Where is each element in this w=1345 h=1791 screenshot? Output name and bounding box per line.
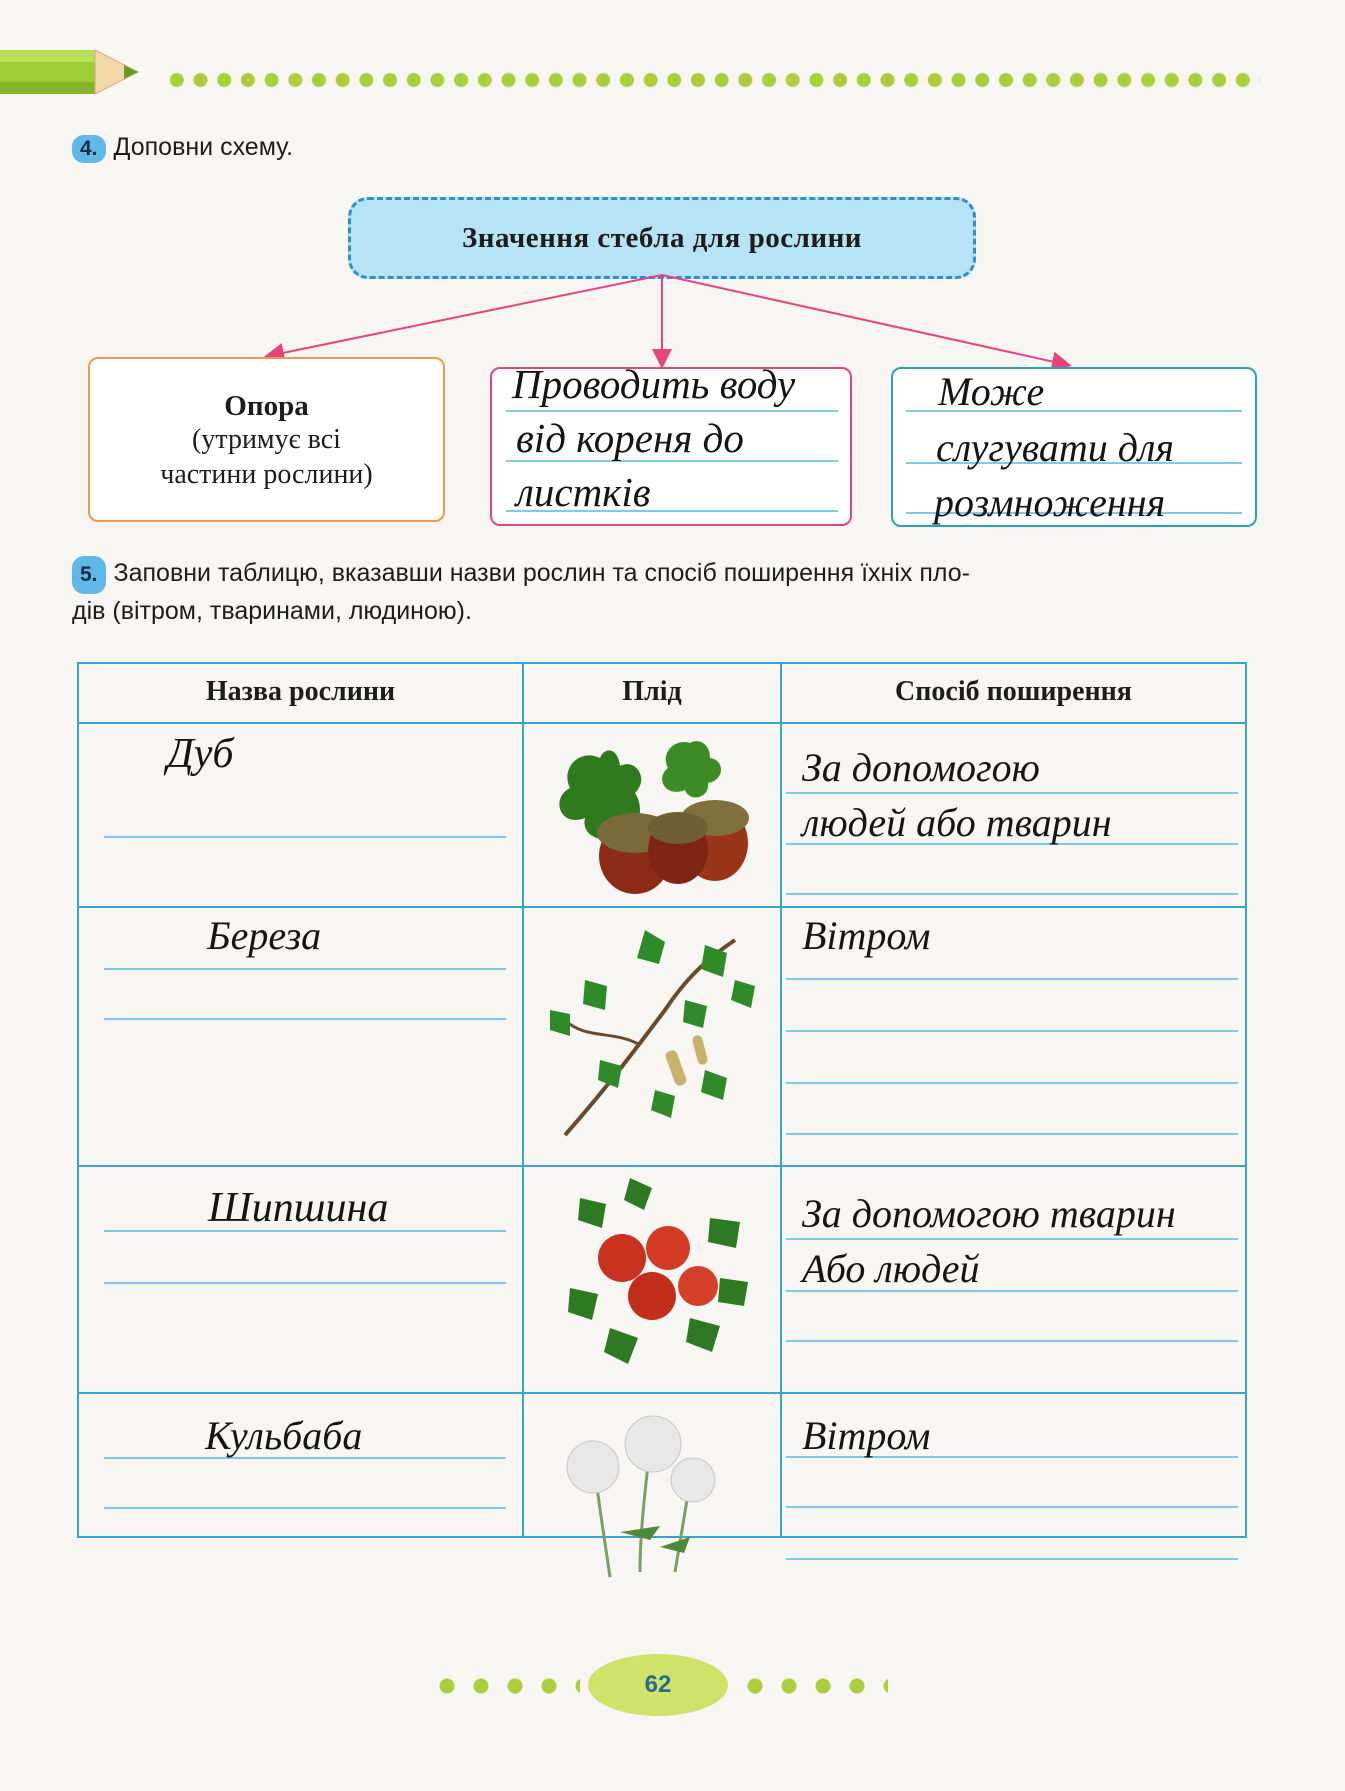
task-number: 4.: [72, 135, 106, 163]
task-number: 5.: [72, 556, 106, 594]
writing-guide-line: [786, 1238, 1238, 1240]
water-line-3: листків: [516, 469, 651, 515]
task-instruction-line-2: дів (вітром, тваринами, людиною).: [72, 597, 472, 625]
header-fruit: Плід: [622, 676, 682, 707]
scheme-title-box: [348, 197, 976, 279]
writing-guide-line: [786, 1082, 1238, 1084]
writing-guide-line: [786, 1506, 1238, 1508]
reproduction-line-2: слугувати для: [936, 425, 1175, 470]
writing-guide-line: [506, 410, 838, 412]
header-plant-name: Назва рослини: [205, 676, 396, 707]
water-line-2: від кореня до: [516, 415, 744, 461]
reproduction-line-3: розмноження: [934, 480, 1166, 525]
task-instruction: Доповни схему.: [113, 133, 294, 161]
bottom-dots-right: [738, 1678, 888, 1694]
method-birch-line-1: Вітром: [802, 913, 931, 958]
page-number-badge: [588, 1654, 728, 1716]
bottom-dots-left: [430, 1678, 580, 1694]
writing-guide-line: [786, 1340, 1238, 1342]
method-rosehip-line-1: За допомогою тварин: [802, 1191, 1176, 1236]
writing-guide-line: [786, 1133, 1238, 1135]
writing-guide-line: [786, 893, 1238, 895]
water-line-1: Проводить воду: [512, 361, 796, 407]
top-dotted-rule: [165, 72, 1260, 88]
plant-name-birch: Береза: [207, 913, 322, 958]
writing-guide-line: [104, 1507, 506, 1509]
writing-guide-line: [104, 1018, 506, 1020]
writing-guide-line: [104, 968, 506, 970]
method-rosehip-line-2: Або людей: [802, 1246, 980, 1291]
table-divider: [77, 906, 1247, 908]
writing-guide-line: [786, 1030, 1238, 1032]
page-number: 62: [644, 1671, 672, 1698]
plant-name-dandelion: Кульбаба: [205, 1413, 363, 1458]
plant-name-rosehip: Шипшина: [208, 1185, 389, 1231]
birch-branch-image: [545, 920, 765, 1140]
task-4-header: [72, 130, 293, 164]
plant-name-oak: Дуб: [167, 731, 234, 777]
table-divider: [77, 1392, 1247, 1394]
table-divider: [780, 662, 782, 1538]
header-spread-method: Спосіб поширення: [895, 676, 1132, 707]
writing-guide-line: [786, 792, 1238, 794]
task-instruction-line-1: Заповни таблицю, вказавши назви рослин та спосіб поширення їхніх пло-: [113, 559, 970, 587]
method-oak-line-1: За допомогою: [802, 745, 1040, 790]
writing-guide-line: [786, 978, 1238, 980]
table-divider: [77, 722, 1247, 724]
method-oak-line-2: людей або тварин: [802, 800, 1112, 845]
writing-guide-line: [104, 836, 506, 838]
support-title: Опора: [224, 390, 309, 422]
rosehip-image: [560, 1178, 760, 1378]
acorns-image: [540, 738, 765, 898]
reproduction-line-1: Може: [938, 369, 1045, 414]
writing-guide-line: [104, 1282, 506, 1284]
scheme-title: Значення стебла для рослини: [461, 221, 862, 254]
table-divider: [522, 662, 524, 1538]
task-5-header: [72, 556, 1272, 628]
table-divider: [77, 1165, 1247, 1167]
support-line-2: частини рослини): [160, 459, 373, 490]
method-dandelion-line-1: Вітром: [802, 1413, 931, 1458]
support-line-1: (утримує всі: [192, 424, 341, 455]
dandelion-seedheads-image: [545, 1412, 770, 1582]
writing-guide-line: [786, 1558, 1238, 1560]
pencil-icon: [0, 44, 145, 100]
